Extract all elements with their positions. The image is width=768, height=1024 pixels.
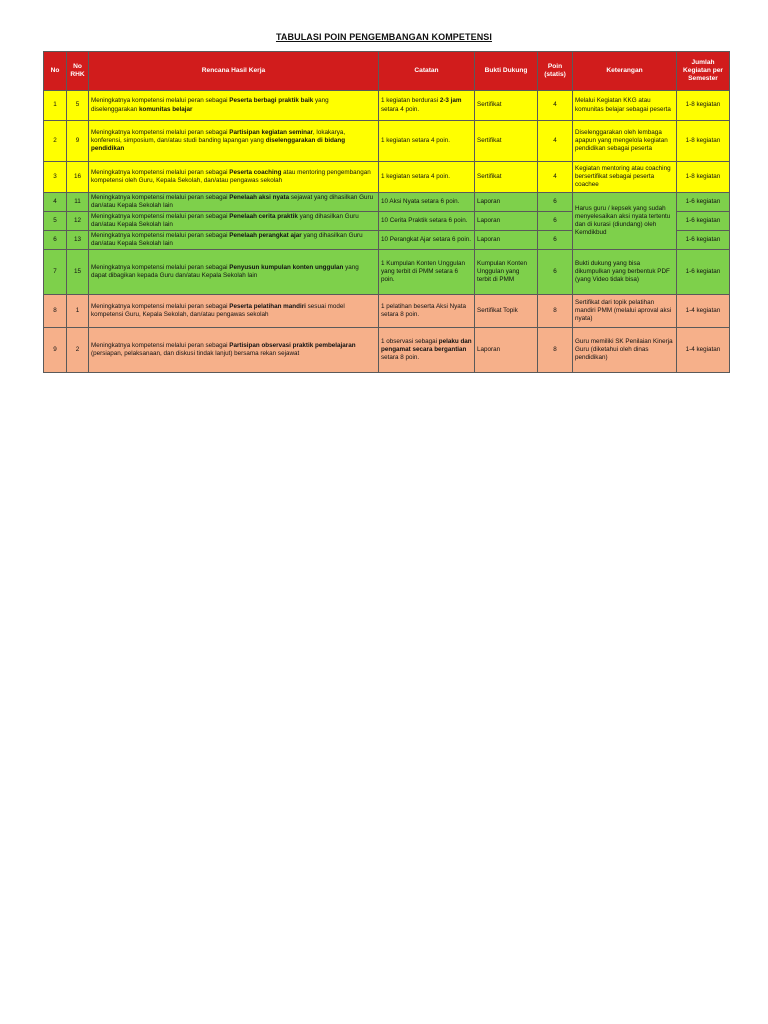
header-rencana: Rencana Hasil Kerja [89,52,379,91]
cell-jumlah: 1-6 kegiatan [677,193,730,212]
cell-poin: 6 [538,193,573,212]
table-row [44,328,730,373]
cell-no: 4 [44,193,67,212]
cell-catatan [379,91,475,121]
cell-catatan: 1 kegiatan setara 4 poin. [379,121,475,162]
rencana-bold: Partisipan kegiatan seminar [229,128,313,136]
rencana-text: yang diselenggarakan [91,97,329,113]
cell-rhk: 13 [67,231,89,250]
rencana-bold: komunitas belajar [138,105,193,113]
cell-poin: 8 [538,328,573,373]
cell-poin: 4 [538,162,573,193]
rencana-bold: Peserta coaching [229,168,282,176]
cell-bukti: Sertifikat [475,162,538,193]
rencana-text: Meningkatnya kompetensi melalui peran sebagai [91,168,230,176]
cell-rencana [89,162,379,193]
rencana-text: Meningkatnya kompetensi melalui peran sebagai [91,97,230,105]
rencana-bold: Peserta berbagi praktik baik [229,97,314,105]
cell-catatan: 10 Perangkat Ajar setara 6 poin. [379,231,475,250]
cell-poin: 4 [538,121,573,162]
rencana-text: sesuai model kompetensi Guru, Kepala Sekolah, dan/atau pengawas sekolah [91,303,345,319]
table-row [44,121,730,162]
rencana-text: atau mentoring pengembangan kompetensi oleh Guru, Kepala Sekolah, dan/atau pengawas sekolah [91,168,371,184]
header-keterangan: Keterangan [573,52,677,91]
cell-poin: 6 [538,231,573,250]
cell-rhk: 11 [67,193,89,212]
cell-no: 9 [44,328,67,373]
cell-rencana [89,231,379,250]
cell-catatan: 1 Kumpulan Konten Unggulan yang terbit di PMM setara 6 poin. [379,250,475,295]
cell-no: 1 [44,91,67,121]
table-row [44,91,730,121]
table-row [44,295,730,328]
cell-jumlah: 1-8 kegiatan [677,162,730,193]
cell-catatan: 10 Aksi Nyata setara 6 poin. [379,193,475,212]
cell-bukti: Kumpulan Konten Unggulan yang terbit di PMM [475,250,538,295]
rencana-text: Meningkatnya kompetensi melalui peran sebagai [91,232,230,240]
rencana-text: , lokakarya, konferensi, simposium, dan/atau studi banding lapangan yang [91,128,346,144]
catatan-text: 1 kegiatan berdurasi [381,97,440,105]
cell-catatan: 10 Cerita Praktik setara 6 poin. [379,212,475,231]
cell-rhk: 5 [67,91,89,121]
cell-keterangan: Bukti dukung yang bisa dikumpulkan yang berbentuk PDF (yang Video tidak bisa) [573,250,677,295]
rencana-bold: Partisipan observasi praktik pembelajaran [229,342,356,350]
rencana-bold: diselenggarakan di bidang pendidikan [91,136,346,153]
rencana-text: Meningkatnya kompetensi melalui peran sebagai [91,303,230,311]
cell-poin: 6 [538,250,573,295]
cell-bukti: Sertifikat [475,91,538,121]
cell-rencana [89,212,379,231]
cell-rhk: 9 [67,121,89,162]
catatan-text: setara 8 poin. [381,354,420,362]
catatan-bold: 2-3 jam [439,97,462,105]
cell-no: 7 [44,250,67,295]
cell-no: 8 [44,295,67,328]
header-catatan: Catatan [379,52,475,91]
header-jumlah: Jumlah Kegiatan per Semester [677,52,730,91]
cell-no: 3 [44,162,67,193]
cell-jumlah: 1-4 kegiatan [677,295,730,328]
cell-no: 6 [44,231,67,250]
cell-jumlah: 1-6 kegiatan [677,231,730,250]
competency-points-table [43,51,730,373]
cell-keterangan: Sertifikat dari topik pelatihan mandiri PMM (melalui aproval aksi nyata) [573,295,677,328]
cell-no: 5 [44,212,67,231]
cell-jumlah: 1-6 kegiatan [677,212,730,231]
rencana-bold: Penelaah aksi nyata [229,194,290,201]
rencana-text: yang dihasilkan Guru dan/atau Kepala Sekolah lain [91,213,359,229]
cell-catatan: 1 kegiatan setara 4 poin. [379,162,475,193]
rencana-text: Meningkatnya kompetensi melalui peran sebagai [91,264,230,272]
table-row [44,193,730,212]
cell-poin: 8 [538,295,573,328]
catatan-text: setara 4 poin. [381,105,420,113]
cell-keterangan: Melalui Kegiatan KKG atau komunitas belajar sebagai peserta [573,91,677,121]
catatan-bold: pelaku dan pengamat secara bergantian [381,338,472,354]
cell-rencana [89,250,379,295]
cell-rencana [89,295,379,328]
cell-rhk: 12 [67,212,89,231]
rencana-text: sejawat yang dihasilkan Guru dan/atau Kepala Sekolah lain [91,194,374,210]
page-title: TABULASI POIN PENGEMBANGAN KOMPETENSI [275,32,493,42]
cell-jumlah: 1-8 kegiatan [677,121,730,162]
cell-rhk: 2 [67,328,89,373]
table-header-row [44,52,730,91]
rencana-bold: Peserta pelatihan mandiri [229,303,306,311]
cell-jumlah: 1-4 kegiatan [677,328,730,373]
table-row [44,162,730,193]
cell-rencana [89,193,379,212]
cell-bukti: Sertifikat [475,121,538,162]
cell-rhk: 1 [67,295,89,328]
header-bukti: Bukti Dukung [475,52,538,91]
table-row [44,250,730,295]
cell-catatan [379,328,475,373]
cell-rhk: 16 [67,162,89,193]
cell-poin: 6 [538,212,573,231]
cell-catatan: 1 pelatihan beserta Aksi Nyata setara 8 poin. [379,295,475,328]
header-no: No [44,52,67,91]
cell-bukti: Laporan [475,328,538,373]
cell-jumlah: 1-6 kegiatan [677,250,730,295]
rencana-text: Meningkatnya kompetensi melalui peran sebagai [91,342,230,350]
rencana-bold: Penyusun kumpulan konten unggulan [229,264,344,272]
rencana-text: Meningkatnya kompetensi melalui peran sebagai [91,128,230,136]
rencana-text: Meningkatnya kompetensi melalui peran sebagai [91,194,230,201]
rencana-text: (persiapan, pelaksanaan, dan diskusi tindak lanjut) bersama rekan sejawat [91,350,300,358]
header-poin: Poin (statis) [538,52,573,91]
cell-bukti: Laporan [475,193,538,212]
cell-keterangan-merged: Harus guru / kepsek yang sudah menyelesaikan aksi nyata tertentu dan di kurasi (diundang) oleh Kemdikbud [573,193,677,250]
rencana-text: yang dihasilkan Guru dan/atau Kepala Sekolah lain [91,232,363,248]
rencana-text: yang dapat dibagikan kepada Guru dan/atau Kepala Sekolah lain [91,264,359,280]
catatan-text: 1 observasi sebagai [381,338,439,346]
cell-rencana [89,121,379,162]
cell-bukti: Sertifikat Topik [475,295,538,328]
cell-bukti: Laporan [475,212,538,231]
cell-keterangan: Kegiatan mentoring atau coaching bersertifikat sebagai peserta coachee [573,162,677,193]
rencana-bold: Penelaah perangkat ajar [229,232,302,240]
cell-keterangan: Diselenggarakan oleh lembaga apapun yang mengelola kegiatan pendidikan sebagai peserta [573,121,677,162]
cell-poin: 4 [538,91,573,121]
cell-bukti: Laporan [475,231,538,250]
cell-rencana [89,328,379,373]
cell-jumlah: 1-8 kegiatan [677,91,730,121]
rencana-text: Meningkatnya kompetensi melalui peran sebagai [91,213,230,221]
rencana-bold: Penelaah cerita praktik [229,213,298,221]
cell-keterangan: Guru memiliki SK Penilaian Kinerja Guru (diketahui oleh dinas pendidikan) [573,328,677,373]
cell-rencana [89,91,379,121]
cell-no: 2 [44,121,67,162]
header-rhk: No RHK [67,52,89,91]
cell-rhk: 15 [67,250,89,295]
